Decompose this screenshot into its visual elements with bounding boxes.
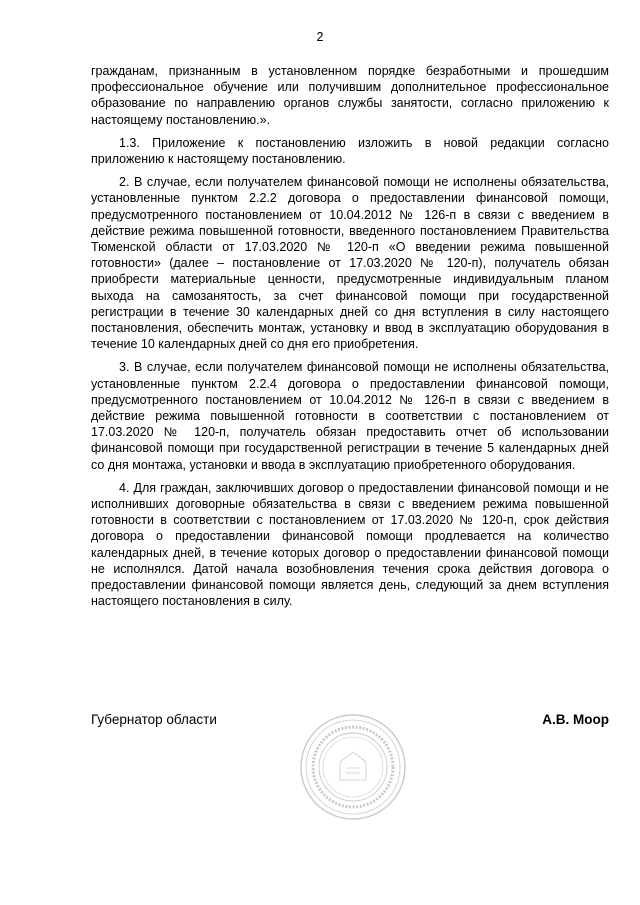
signatory-position: Губернатор области [91, 712, 217, 727]
signatory-name: А.В. Моор [542, 712, 609, 727]
paragraph-item-4: 4. Для граждан, заключивших договор о предоставлении финансовой помощи и не исполнивших договорные обязательства в связи с введением режима повышенной готовности в соответствии с постановлением от 17.03.2020 № 120-п, срок действия договора о предоставлении финансовой помощи продлевается на количество календарных дней, в течение которых договор о предоставлении финансовой помощи не исполнялся. Датой начала возобновления течения срока действия договора о предоставлении финансовой помощи является день, следующий за днем вступления настоящего постановления в силу. [91, 480, 609, 609]
paragraph-item-1-3: 1.3. Приложение к постановлению изложить в новой редакции согласно приложению к настоящему постановлению. [91, 135, 609, 167]
paragraph-item-3: 3. В случае, если получателем финансовой помощи не исполнены обязательства, установленные пунктом 2.2.4 договора о предоставлении финансовой помощи, предусмотренного постановлением от 10.04.2012 № 126-п в связи с введением в действие режима повышенной готовности в соответствии с постановлением от 17.03.2020 № 120-п, получатель обязан предоставить отчет об использовании финансовой помощи при государственной регистрации в течение 5 календарных дней со дня монтажа, установки и ввода в эксплуатацию приобретенного оборудования. [91, 360, 609, 472]
page-number: 2 [316, 30, 324, 44]
paragraph-item-2: 2. В случае, если получателем финансовой помощи не исполнены обязательства, установленные пунктом 2.2.2 договора о предоставлении финансовой помощи, предусмотренного постановлением от 10.04.2012 № 126-п в связи с введением в действие режима повышенной готовности, введенного постановлением Правительства Тюменской области от 17.03.2020 № 120-п «О введении режима повышенной готовности» (далее – постановление от 17.03.2020 № 120-п), получатель обязан приобрести материальные ценности, предусмотренные индивидуальным планом выхода на самозанятость, за счет финансовой помощи при государственной регистрации в течение 30 календарных дней со дня вступления в силу настоящего постановления, обеспечить монтаж, установку и ввод в эксплуатацию оборудования в течение 10 календарных дней со дня его приобретения. [91, 175, 609, 352]
document-body [91, 63, 609, 617]
official-seal-icon [298, 712, 408, 822]
paragraph-continuation: гражданам, признанным в установленном порядке безработными и прошедшим профессиональное обучение или получившим дополнительное профессиональное образование по направлению органов службы занятости, согласно приложению к настоящему постановлению.». [91, 64, 609, 127]
